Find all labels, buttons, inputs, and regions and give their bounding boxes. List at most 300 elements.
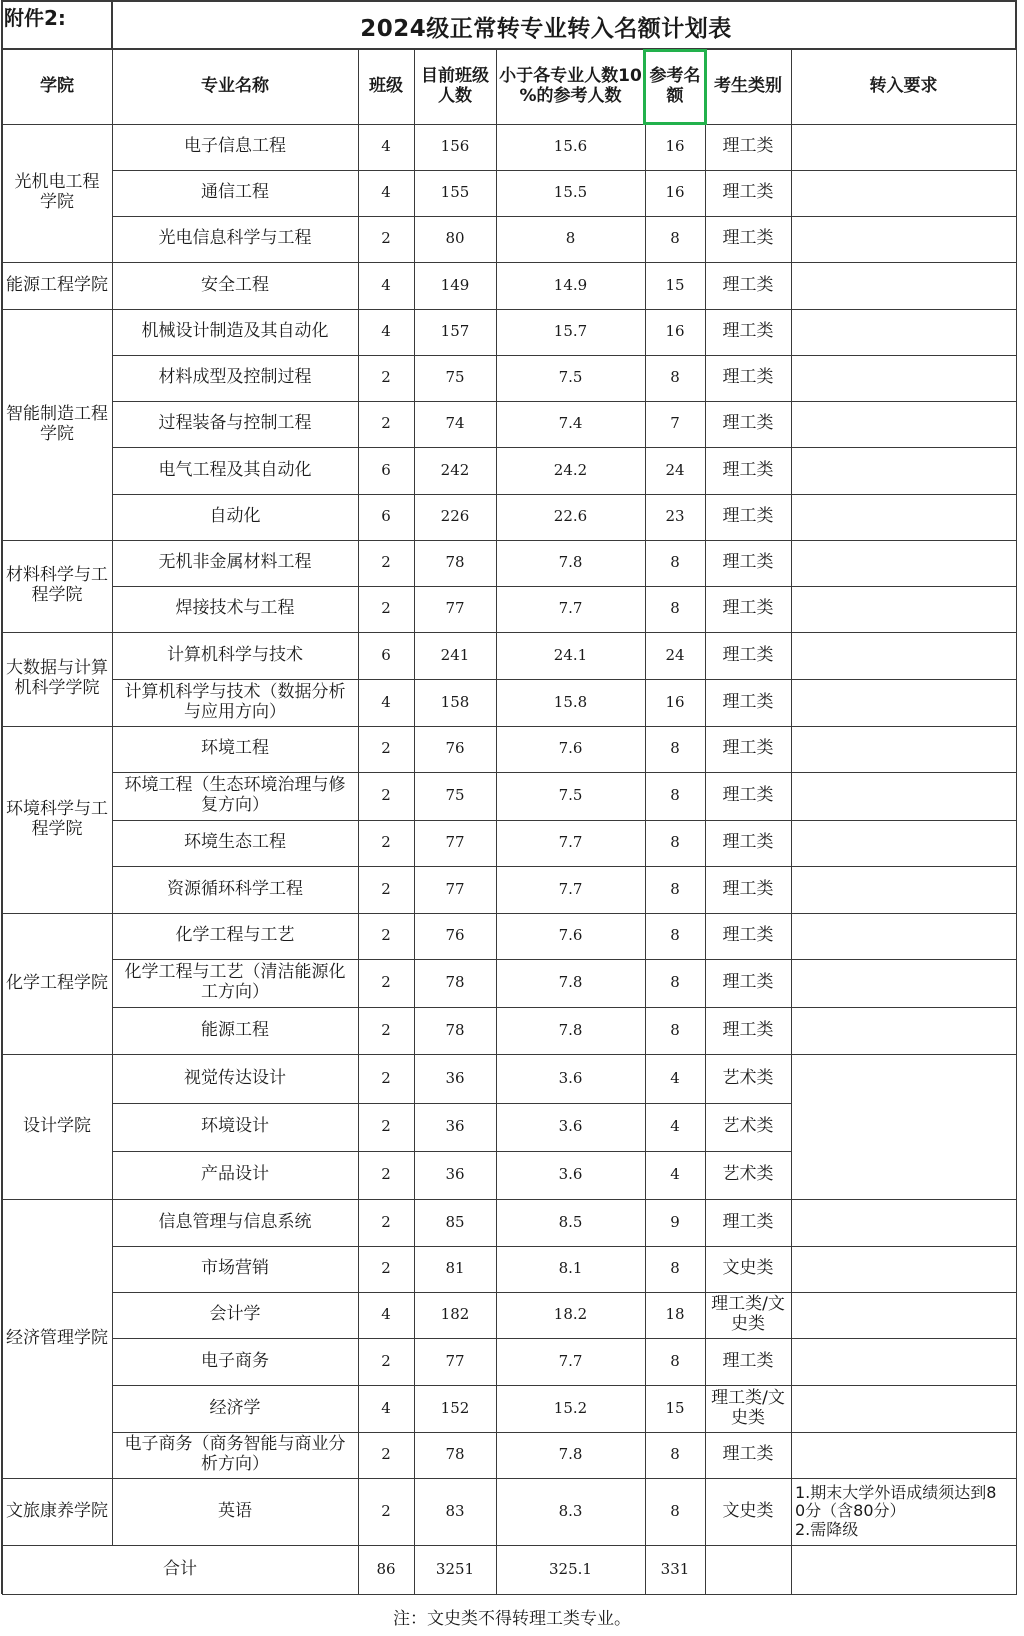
students-cell (414, 216, 497, 263)
major-cell (112, 1007, 359, 1055)
category-cell (705, 1246, 792, 1293)
category-cell-text: 理工类 (722, 459, 774, 480)
students-cell-text: 36 (445, 1068, 465, 1087)
college-cell (2, 913, 113, 1055)
students-cell (414, 586, 497, 633)
quota-cell-text: 8 (670, 553, 680, 572)
quota-cell (645, 959, 706, 1008)
major-cell-text: 信息管理与信息系统 (158, 1211, 312, 1232)
ref-count-cell (496, 124, 646, 171)
major-cell (112, 726, 359, 773)
students-cell (414, 1199, 497, 1247)
major-cell (112, 494, 359, 541)
classes-cell-text: 2 (381, 1445, 391, 1464)
major-cell (112, 309, 359, 356)
category-cell-text: 理工类 (722, 182, 774, 203)
ref-count-cell (496, 632, 646, 680)
ref-count-cell-text: 15.6 (553, 137, 588, 156)
students-cell (414, 679, 497, 727)
requirement-cell (791, 726, 1017, 773)
classes-cell-text: 6 (381, 460, 391, 479)
major-cell (112, 1338, 359, 1386)
major-cell (112, 540, 359, 587)
quota-cell-text: 8 (670, 926, 680, 945)
students-cell (414, 124, 497, 171)
requirement-cell (791, 1385, 1017, 1433)
category-cell (705, 726, 792, 773)
classes-cell-text: 2 (381, 973, 391, 992)
quota-cell-text: 18 (665, 1305, 685, 1324)
ref-count-cell (496, 726, 646, 773)
major-cell (112, 447, 359, 495)
total-ref-count-text: 325.1 (549, 1559, 592, 1578)
total-students-text: 3251 (435, 1559, 475, 1578)
students-cell-text: 78 (445, 1020, 465, 1039)
quota-cell (645, 262, 706, 310)
requirement-cell (791, 959, 1017, 1008)
classes-cell (358, 1478, 415, 1546)
major-cell-text: 产品设计 (201, 1164, 269, 1185)
students-cell (414, 1338, 497, 1386)
students-cell (414, 262, 497, 310)
students-cell (414, 540, 497, 587)
ref-count-cell-text: 24.1 (553, 645, 588, 664)
total-category (705, 1545, 792, 1595)
category-cell (705, 170, 792, 217)
classes-cell-text: 4 (381, 183, 391, 202)
students-cell (414, 913, 497, 960)
ref-count-cell-text: 7.7 (558, 599, 583, 618)
students-cell-text: 78 (445, 553, 465, 572)
category-cell-text: 理工类 (722, 644, 774, 665)
major-cell (112, 1151, 359, 1200)
ref-count-cell-text: 3.6 (558, 1165, 583, 1184)
header-major-text: 专业名称 (201, 75, 269, 96)
header-quota (645, 49, 706, 125)
quota-cell (645, 309, 706, 356)
attachment-label: 附件2: (4, 6, 66, 30)
page-title: 2024级正常转专业转入名额计划表 (360, 15, 732, 42)
total-ref-count (496, 1545, 646, 1595)
category-cell-text: 理工类 (722, 506, 774, 527)
category-cell (705, 820, 792, 867)
classes-cell-text: 6 (381, 645, 391, 664)
students-cell-text: 81 (445, 1259, 465, 1278)
category-cell-text: 理工类 (722, 1350, 774, 1371)
quota-cell (645, 1103, 706, 1152)
major-cell (112, 679, 359, 727)
ref-count-cell-text: 7.8 (558, 553, 583, 572)
requirement-cell (791, 866, 1017, 914)
major-cell-text: 经济学 (209, 1397, 261, 1418)
category-cell-text: 艺术类 (722, 1067, 774, 1088)
category-cell-text: 理工类 (722, 413, 774, 434)
major-cell (112, 262, 359, 310)
major-cell-text: 能源工程 (201, 1019, 269, 1040)
quota-cell (645, 494, 706, 541)
header-major (112, 49, 359, 125)
quota-cell-text: 16 (665, 137, 685, 156)
college-cell-text: 环境科学与工 程学院 (6, 798, 108, 839)
requirement-cell (791, 632, 1017, 680)
major-cell (112, 586, 359, 633)
classes-cell (358, 1432, 415, 1479)
students-cell (414, 447, 497, 495)
students-cell-text: 36 (445, 1117, 465, 1136)
total-label-text: 合计 (163, 1558, 197, 1579)
ref-count-cell (496, 820, 646, 867)
ref-count-cell (496, 1292, 646, 1339)
major-cell (112, 913, 359, 960)
major-cell-text: 环境工程 (201, 738, 269, 759)
category-cell (705, 913, 792, 960)
category-cell (705, 632, 792, 680)
category-cell-text: 理工类 (722, 972, 774, 993)
classes-cell-text: 4 (381, 1305, 391, 1324)
header-students-text: 目前班级 人数 (421, 65, 489, 106)
students-cell (414, 1292, 497, 1339)
students-cell-text: 78 (445, 973, 465, 992)
ref-count-cell-text: 7.5 (558, 368, 583, 387)
major-cell-text: 电子信息工程 (184, 136, 286, 157)
students-cell-text: 155 (440, 183, 470, 202)
category-cell (705, 1385, 792, 1433)
classes-cell (358, 1338, 415, 1386)
college-cell (2, 309, 113, 541)
classes-cell (358, 309, 415, 356)
category-cell (705, 1432, 792, 1479)
requirement-cell (791, 1432, 1017, 1479)
major-cell-text: 英语 (218, 1500, 252, 1521)
college-cell (2, 540, 113, 633)
classes-cell-text: 2 (381, 553, 391, 572)
college-cell (2, 262, 113, 310)
ref-count-cell (496, 1385, 646, 1433)
category-cell (705, 447, 792, 495)
students-cell (414, 820, 497, 867)
requirement-cell (791, 401, 1017, 448)
header-college (2, 49, 113, 125)
college-cell (2, 1478, 113, 1546)
students-cell-text: 77 (445, 1351, 465, 1370)
major-cell (112, 216, 359, 263)
requirement-cell (791, 1199, 1017, 1247)
classes-cell-text: 4 (381, 322, 391, 341)
classes-cell-text: 2 (381, 1165, 391, 1184)
quota-cell (645, 124, 706, 171)
major-cell-text: 无机非金属材料工程 (158, 552, 312, 573)
ref-count-cell-text: 7.6 (558, 739, 583, 758)
category-cell (705, 262, 792, 310)
major-cell-text: 会计学 (209, 1304, 261, 1325)
classes-cell-text: 4 (381, 692, 391, 711)
college-cell-text: 能源工程学院 (6, 274, 108, 295)
major-cell-text: 计算机科学与技术 (167, 644, 303, 665)
classes-cell-text: 2 (381, 739, 391, 758)
quota-cell-text: 4 (670, 1165, 680, 1184)
classes-cell-text: 2 (381, 833, 391, 852)
classes-cell-text: 2 (381, 786, 391, 805)
quota-cell-text: 8 (670, 786, 680, 805)
students-cell (414, 1432, 497, 1479)
students-cell-text: 226 (440, 507, 470, 526)
students-cell (414, 726, 497, 773)
students-cell (414, 1385, 497, 1433)
category-cell-text: 理工类/文 史类 (711, 1294, 785, 1334)
students-cell-text: 182 (440, 1305, 470, 1324)
classes-cell (358, 1385, 415, 1433)
quota-cell (645, 1246, 706, 1293)
major-cell (112, 959, 359, 1008)
footnote: 注：文史类不得转理工类专业。 (393, 1608, 631, 1629)
students-cell (414, 494, 497, 541)
category-cell (705, 124, 792, 171)
students-cell-text: 77 (445, 833, 465, 852)
college-cell-text: 经济管理学院 (6, 1327, 108, 1348)
quota-cell-text: 8 (670, 1259, 680, 1278)
classes-cell-text: 2 (381, 1020, 391, 1039)
header-students (414, 49, 497, 125)
category-cell-text: 理工类 (722, 136, 774, 157)
major-cell-text: 光电信息科学与工程 (158, 228, 312, 249)
ref-count-cell-text: 14.9 (553, 275, 588, 294)
major-cell-text: 环境设计 (201, 1116, 269, 1137)
quota-cell (645, 1292, 706, 1339)
major-cell (112, 866, 359, 914)
classes-cell (358, 262, 415, 310)
quota-cell-text: 8 (670, 833, 680, 852)
category-cell-text: 理工类/文 史类 (711, 1387, 785, 1428)
header-ref-count-text: 小于各专业人数10 %的参考人数 (499, 65, 642, 106)
requirement-cell (791, 820, 1017, 867)
students-cell-text: 241 (440, 645, 470, 664)
college-cell-text: 智能制造工程 学院 (6, 403, 108, 444)
header-college-text: 学院 (40, 75, 74, 96)
category-cell (705, 401, 792, 448)
ref-count-cell-text: 7.7 (558, 879, 583, 898)
major-cell-text: 安全工程 (201, 274, 269, 295)
major-cell (112, 1432, 359, 1479)
quota-cell (645, 1432, 706, 1479)
ref-count-cell (496, 1478, 646, 1546)
quota-cell (645, 401, 706, 448)
major-cell-text: 焊接技术与工程 (175, 598, 295, 619)
classes-cell (358, 355, 415, 402)
major-cell (112, 401, 359, 448)
header-quota-text: 参考名 额 (649, 65, 701, 106)
classes-cell (358, 170, 415, 217)
students-cell (414, 866, 497, 914)
category-cell-text: 理工类 (722, 321, 774, 342)
students-cell (414, 1103, 497, 1152)
header-ref-count (496, 49, 646, 125)
major-cell (112, 1103, 359, 1152)
students-cell (414, 1151, 497, 1200)
category-cell-text: 理工类 (722, 1019, 774, 1040)
college-cell (2, 1199, 113, 1479)
ref-count-cell-text: 8.5 (558, 1212, 583, 1231)
students-cell-text: 242 (440, 460, 470, 479)
ref-count-cell (496, 216, 646, 263)
quota-cell-text: 8 (670, 229, 680, 248)
category-cell (705, 494, 792, 541)
classes-cell (358, 959, 415, 1008)
classes-cell (358, 124, 415, 171)
total-requirement (791, 1545, 1017, 1595)
requirement-cell (791, 309, 1017, 356)
classes-cell (358, 494, 415, 541)
ref-count-cell-text: 18.2 (553, 1305, 588, 1324)
ref-count-cell-text: 3.6 (558, 1068, 583, 1087)
quota-cell (645, 355, 706, 402)
category-cell-text: 理工类 (722, 1444, 774, 1465)
quota-cell-text: 23 (665, 507, 685, 526)
ref-count-cell-text: 15.7 (553, 322, 588, 341)
major-cell (112, 772, 359, 821)
category-cell-text: 理工类 (722, 274, 774, 295)
college-cell-text: 材料科学与工 程学院 (6, 565, 108, 605)
classes-cell (358, 820, 415, 867)
quota-cell-text: 7 (670, 414, 680, 433)
college-cell-text: 光机电工程 学院 (14, 172, 100, 212)
classes-cell-text: 2 (381, 368, 391, 387)
quota-cell-text: 8 (670, 1501, 680, 1520)
total-classes (358, 1545, 415, 1595)
classes-cell (358, 586, 415, 633)
quota-cell (645, 170, 706, 217)
classes-cell-text: 2 (381, 1212, 391, 1231)
classes-cell (358, 866, 415, 914)
major-cell-text: 视觉传达设计 (184, 1067, 286, 1088)
ref-count-cell (496, 540, 646, 587)
ref-count-cell (496, 355, 646, 402)
students-cell (414, 1246, 497, 1293)
college-cell (2, 632, 113, 727)
college-cell-text: 设计学院 (23, 1115, 91, 1136)
quota-cell-text: 8 (670, 739, 680, 758)
quota-cell-text: 24 (665, 645, 685, 664)
students-cell-text: 76 (445, 926, 465, 945)
quota-cell (645, 1478, 706, 1546)
students-cell-text: 83 (445, 1501, 465, 1520)
major-cell (112, 355, 359, 402)
total-students (414, 1545, 497, 1595)
quota-cell-text: 8 (670, 1020, 680, 1039)
classes-cell (358, 1054, 415, 1104)
ref-count-cell-text: 15.8 (553, 692, 588, 711)
quota-cell-text: 8 (670, 368, 680, 387)
header-requirement-text: 转入要求 (869, 75, 938, 96)
requirement-cell (791, 913, 1017, 960)
quota-cell (645, 913, 706, 960)
category-cell (705, 1007, 792, 1055)
quota-cell (645, 586, 706, 633)
category-cell-text: 理工类 (722, 785, 774, 806)
quota-cell (645, 632, 706, 680)
quota-cell-text: 8 (670, 599, 680, 618)
total-quota-text: 331 (660, 1559, 690, 1578)
students-cell-text: 74 (445, 414, 465, 433)
category-cell-text: 理工类 (722, 878, 774, 899)
ref-count-cell (496, 170, 646, 217)
students-cell-text: 157 (440, 322, 470, 341)
ref-count-cell-text: 7.5 (558, 786, 583, 805)
requirement-cell (791, 494, 1017, 541)
requirement-cell (791, 1292, 1017, 1339)
classes-cell (358, 1007, 415, 1055)
ref-count-cell (496, 494, 646, 541)
header-category (705, 49, 792, 125)
students-cell-text: 77 (445, 879, 465, 898)
quota-cell-text: 16 (665, 692, 685, 711)
students-cell (414, 401, 497, 448)
ref-count-cell (496, 262, 646, 310)
quota-cell-text: 8 (670, 1351, 680, 1370)
category-cell (705, 772, 792, 821)
college-cell-text: 文旅康养学院 (6, 1500, 108, 1521)
classes-cell (358, 447, 415, 495)
major-cell-text: 化学工程与工艺（清洁能源化 工方向） (124, 962, 346, 1002)
requirement-cell (791, 1054, 1017, 1200)
classes-cell-text: 2 (381, 1351, 391, 1370)
students-cell-text: 75 (445, 368, 465, 387)
category-cell (705, 1103, 792, 1152)
ref-count-cell (496, 959, 646, 1008)
quota-cell (645, 1338, 706, 1386)
students-cell-text: 152 (440, 1398, 470, 1417)
major-cell-text: 市场营销 (201, 1258, 269, 1279)
category-cell (705, 1199, 792, 1247)
requirement-cell (791, 170, 1017, 217)
requirement-cell (791, 1478, 1017, 1546)
quota-cell (645, 216, 706, 263)
category-cell-text: 理工类 (722, 598, 774, 619)
classes-cell-text: 2 (381, 229, 391, 248)
sheet-top-border (2, 0, 1016, 2)
quota-cell-text: 8 (670, 1445, 680, 1464)
major-cell-text: 电子商务（商务智能与商业分 析方向） (124, 1434, 346, 1474)
ref-count-cell (496, 1054, 646, 1104)
college-cell (2, 1054, 113, 1200)
major-cell-text: 环境生态工程 (184, 832, 286, 853)
classes-cell-text: 2 (381, 1259, 391, 1278)
classes-cell-text: 2 (381, 926, 391, 945)
quota-cell-text: 15 (665, 275, 685, 294)
classes-cell (358, 1103, 415, 1152)
requirement-cell (791, 586, 1017, 633)
classes-cell (358, 540, 415, 587)
classes-cell (358, 216, 415, 263)
ref-count-cell (496, 447, 646, 495)
ref-count-cell (496, 1103, 646, 1152)
students-cell-text: 80 (445, 229, 465, 248)
classes-cell-text: 2 (381, 1117, 391, 1136)
classes-cell-text: 2 (381, 879, 391, 898)
classes-cell-text: 4 (381, 137, 391, 156)
major-cell (112, 632, 359, 680)
major-cell-text: 化学工程与工艺 (175, 925, 295, 946)
classes-cell (358, 726, 415, 773)
ref-count-cell-text: 7.6 (558, 926, 583, 945)
classes-cell (358, 679, 415, 727)
students-cell-text: 75 (445, 786, 465, 805)
quota-cell (645, 1151, 706, 1200)
header-category-text: 考生类别 (714, 75, 782, 96)
students-cell (414, 170, 497, 217)
title-divider (111, 0, 113, 49)
category-cell (705, 1151, 792, 1200)
quota-cell (645, 1199, 706, 1247)
